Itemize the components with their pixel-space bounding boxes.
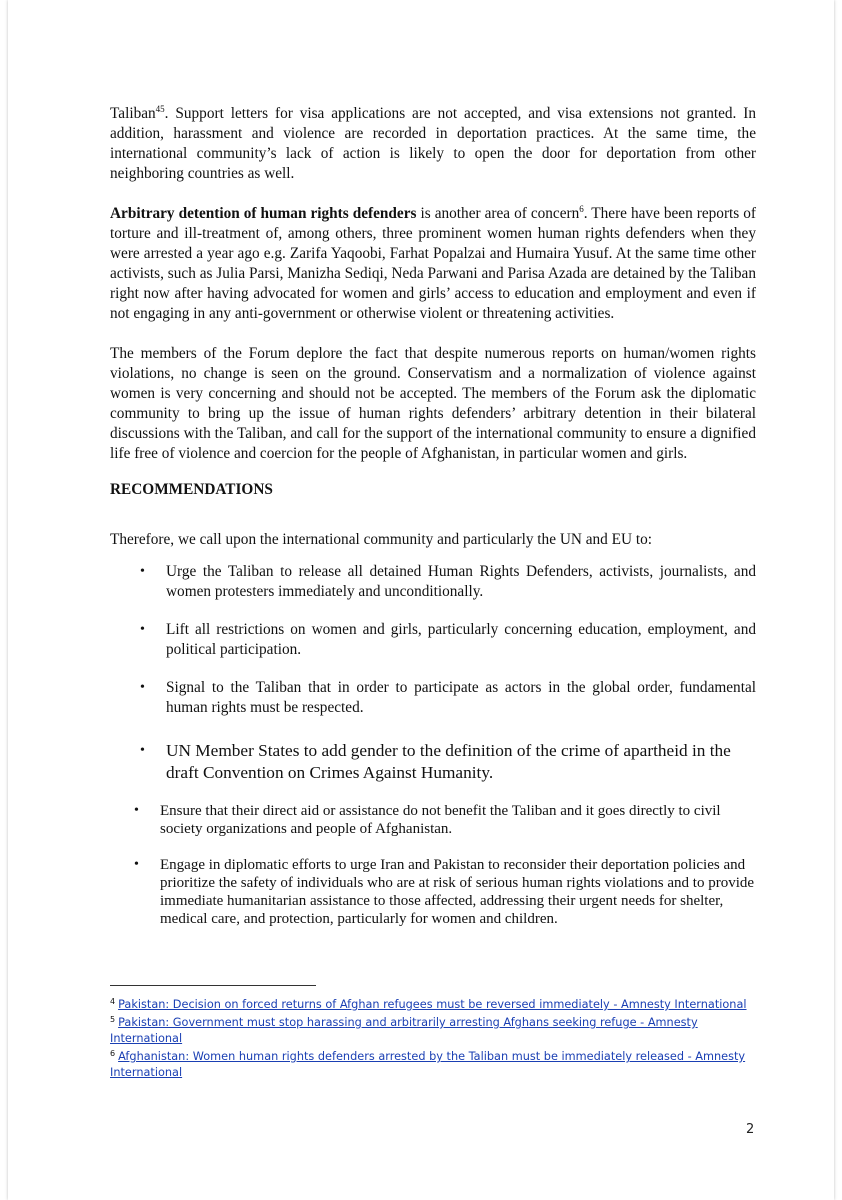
recommendations-list: [110, 562, 756, 928]
list-item: [110, 620, 756, 660]
list-item-text: Urge the Taliban to release all detained Human Rights Defenders, activists, journalists, and women protesters immediately and unconditionally.: [166, 563, 756, 600]
paragraph-text: . There have been reports of torture and ill-treatment of, among others, three prominent women human rights defenders when they were arrested a year ago e.g. Zarifa Yaqoobi, Farhat Popalzai and Humaira Yusuf. At the same time other activists, such as Julia Parsi, Manizha Sediqi, Neda Parwani and Parisa Azada are detained by the Taliban right now after having advocated for women and girls’ access to education and employment and even if not engaging in any anti-government or otherwise violent or threatening activities.: [110, 205, 756, 322]
footnotes: [110, 997, 750, 1083]
footnote-number: 5: [110, 1015, 116, 1024]
footnote-4: [110, 997, 750, 1013]
list-item-text: Engage in diplomatic efforts to urge Iran and Pakistan to reconsider their deportation policies and prioritize the safety of individuals who are at risk of serious human rights violations and to provide immediate humanitarian assistance to those affected, addressing their urgent needs for shelter, medical care, and protection, particularly for women and children.: [160, 857, 755, 927]
footnote-ref[interactable]: 45: [155, 103, 165, 114]
paragraph-text: . Support letters for visa applications are not accepted, and visa extensions not granted. In addition, harassment and violence are recorded in deportation practices. At the same time, the international community’s lack of action is likely to open the door for deportation from other neighboring countries as well.: [110, 105, 756, 182]
footnote-number: 4: [110, 997, 116, 1006]
footnote-ref[interactable]: 6: [579, 203, 584, 214]
bullet-icon: •: [140, 743, 145, 758]
list-item: [110, 562, 756, 602]
footnote-link[interactable]: Afghanistan: Women human rights defenders arrested by the Taliban must be immediately released - Amnesty International: [110, 1050, 746, 1079]
list-item: [110, 740, 756, 784]
footnote-number: 6: [110, 1049, 116, 1058]
list-item: [110, 856, 756, 928]
paragraph-forum-members: The members of the Forum deplore the fact that despite numerous reports on human/women rights violations, no change is seen on the ground. Conservatism and a normalization of violence against women is very concerning and should not be accepted. The members of the Forum ask the diplomatic community to bring up the issue of human rights defenders’ arbitrary detention in their bilateral discussions with the Taliban, and call for the support of the international community to ensure a dignified life free of violence and coercion for the people of Afghanistan, in particular women and girls.: [110, 345, 756, 462]
footnote-link[interactable]: Pakistan: Government must stop harassing and arbitrarily arresting Afghans seeking refuge - Amnesty International: [110, 1016, 698, 1045]
bullet-icon: •: [134, 803, 139, 818]
footnote-link[interactable]: Pakistan: Decision on forced returns of Afghan refugees must be reversed immediately - Amnesty International: [118, 998, 747, 1011]
bold-phrase: Arbitrary detention of human rights defenders: [110, 205, 417, 222]
footnote-6: [110, 1049, 750, 1081]
document-body: [110, 104, 756, 928]
list-item-text: Lift all restrictions on women and girls, particularly concerning education, employment, and political participation.: [166, 621, 756, 658]
paragraph-deportation: [110, 104, 756, 184]
list-item-text: Ensure that their direct aid or assistance do not benefit the Taliban and it goes directly to civil society organizations and people of Afghanistan.: [160, 803, 721, 837]
footnote-divider: [110, 985, 316, 986]
paragraph-text: Taliban: [110, 105, 156, 122]
list-item-text: UN Member States to add gender to the definition of the crime of apartheid in the draft Convention on Crimes Against Humanity.: [166, 741, 731, 782]
bullet-icon: •: [140, 564, 145, 579]
list-item: [110, 802, 756, 838]
list-item: [110, 678, 756, 718]
bullet-icon: •: [134, 857, 139, 872]
page-number: 2: [746, 1122, 755, 1137]
paragraph-text: is another area of concern: [416, 205, 580, 222]
paragraph-arbitrary-detention: [110, 204, 756, 324]
recommendations-heading: RECOMMENDATIONS: [110, 481, 273, 498]
list-item-text: Signal to the Taliban that in order to participate as actors in the global order, fundamental human rights must be respected.: [166, 679, 756, 716]
footnote-5: [110, 1015, 750, 1047]
recommendations-intro: Therefore, we call upon the international community and particularly the UN and EU to:: [110, 531, 653, 548]
bullet-icon: •: [140, 622, 145, 637]
bullet-icon: •: [140, 680, 145, 695]
